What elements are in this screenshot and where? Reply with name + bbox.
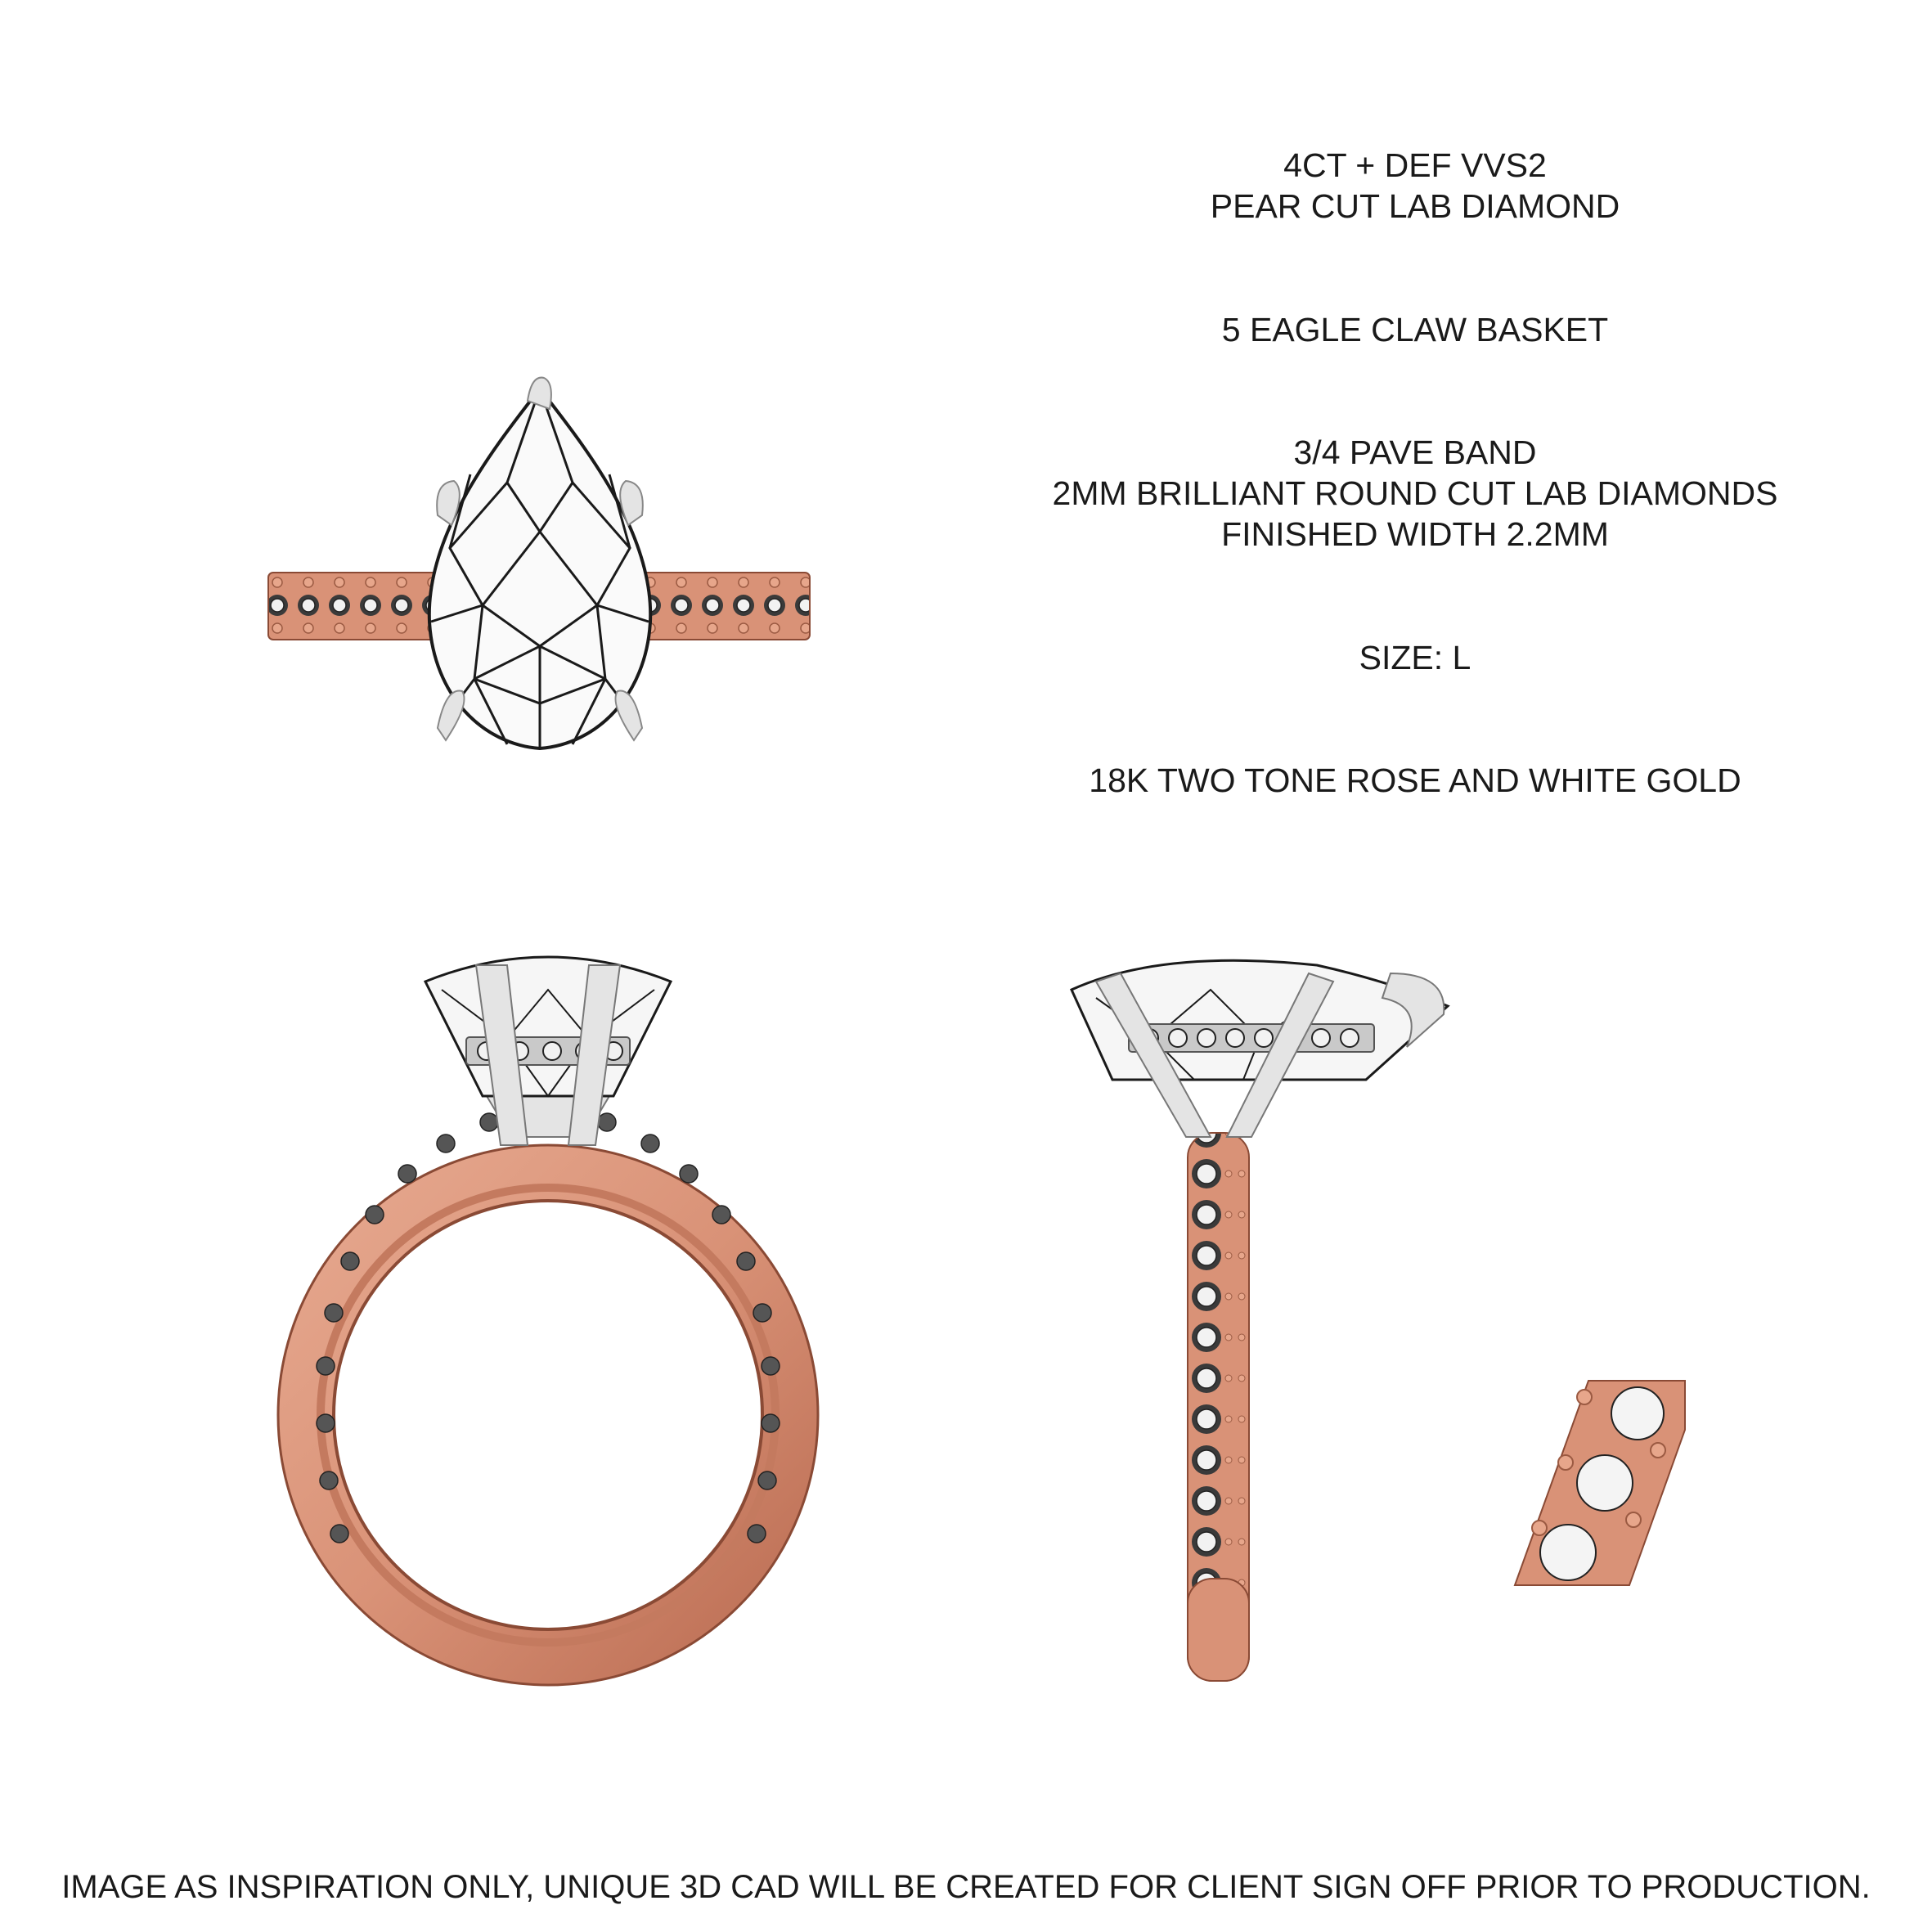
spec-basket-line: 5 EAGLE CLAW BASKET bbox=[1221, 311, 1609, 348]
side-gallery-rail bbox=[1129, 1024, 1374, 1052]
ring-side-view-illustration bbox=[1063, 949, 1456, 1685]
disclaimer-text: IMAGE AS INSPIRATION ONLY, UNIQUE 3D CAD WILL BE CREATED FOR CLIENT SIGN OFF PRIOR TO PRODUCTION. bbox=[61, 1869, 1871, 1905]
ring-top-view-illustration bbox=[262, 376, 818, 769]
spec-size bbox=[965, 637, 1865, 678]
band-right bbox=[634, 573, 810, 640]
ring-front-view-illustration bbox=[262, 941, 834, 1693]
spec-band-line1: 3/4 PAVE BAND bbox=[1293, 434, 1537, 471]
spec-center-stone bbox=[965, 145, 1865, 227]
spec-band-line2: 2MM BRILLIANT ROUND CUT LAB DIAMONDS bbox=[1052, 474, 1778, 512]
center-stone-side bbox=[425, 957, 671, 1096]
spec-metal bbox=[965, 760, 1865, 801]
band-inner bbox=[334, 1201, 762, 1629]
spec-band-line3: FINISHED WIDTH 2.2MM bbox=[1221, 515, 1609, 553]
spec-size-line: SIZE: L bbox=[1359, 639, 1471, 676]
pave-detail-illustration bbox=[1515, 1381, 1685, 1585]
shank-lower bbox=[1188, 1579, 1249, 1681]
spec-stone-line1: 4CT + DEF VVS2 bbox=[1283, 146, 1547, 184]
spec-band bbox=[965, 432, 1865, 555]
band-left bbox=[268, 573, 444, 640]
spec-basket bbox=[965, 309, 1865, 350]
spec-metal-line: 18K TWO TONE ROSE AND WHITE GOLD bbox=[1089, 762, 1741, 799]
spec-stone-line2: PEAR CUT LAB DIAMOND bbox=[1210, 187, 1620, 225]
